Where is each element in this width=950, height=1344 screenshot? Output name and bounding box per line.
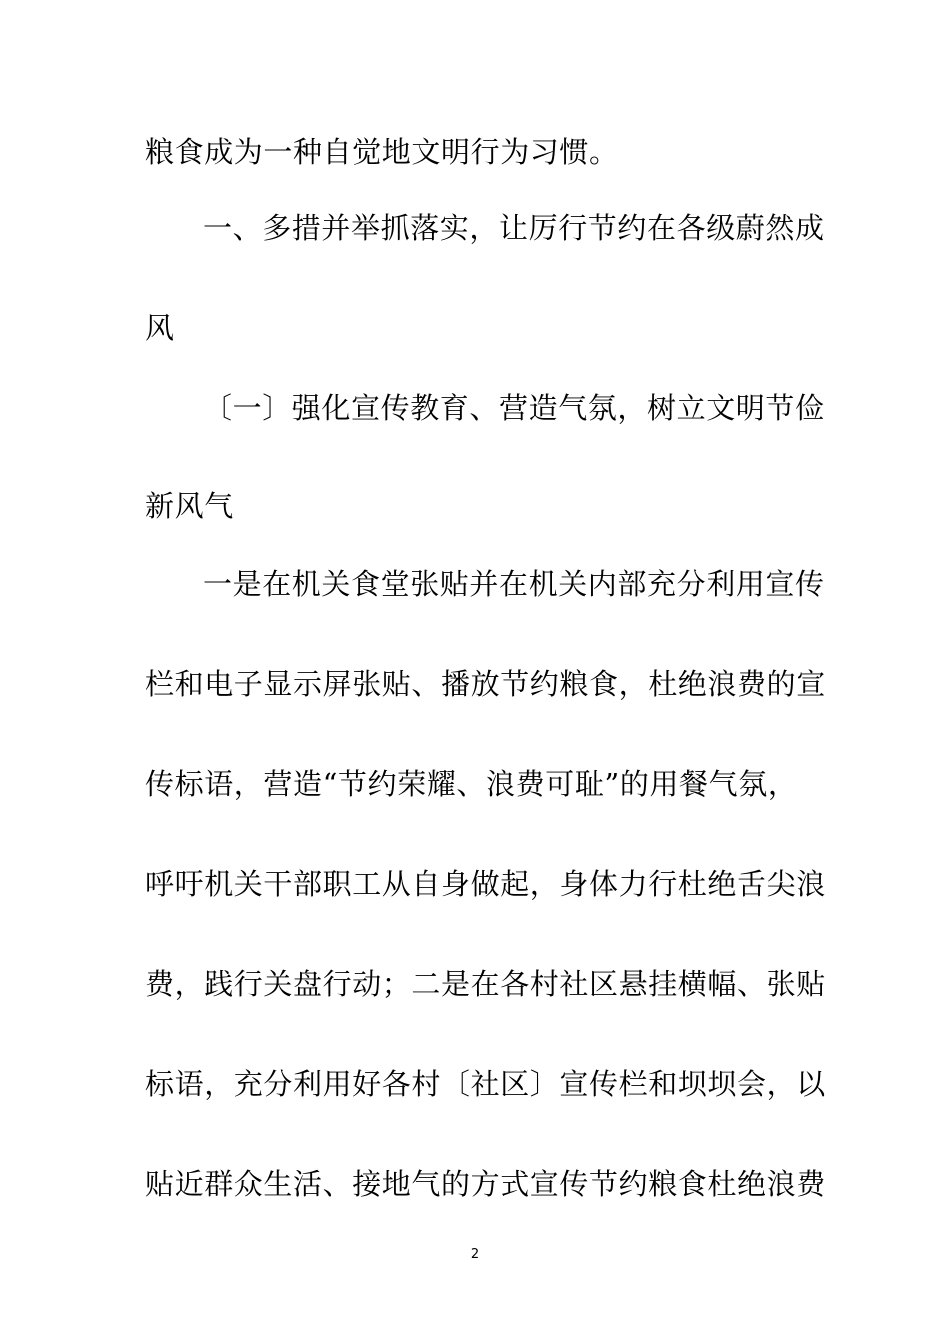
text-line-1: 粮食成为一种自觉地文明行为习惯。 [145,135,619,169]
section-heading-1: 一、多措并举抓落实，让厉行节约在各级蔚然成 [203,211,825,245]
paragraph-line-1: 一是在机关食堂张贴并在机关内部充分利用宣传 [203,567,825,601]
page-number: 2 [470,1247,480,1262]
paragraph-line-6: 标语，充分利用好各村〔社区〕宣传栏和坝坝会，以 [145,1067,826,1101]
paragraph-line-5: 费，践行关盘行动；二是在各村社区悬挂横幅、张贴 [145,967,826,1001]
subsection-heading-1: 〔一〕强化宣传教育、营造气氛，树立文明节俭 [203,391,825,425]
paragraph-line-2: 栏和电子显示屏张贴、播放节约粮食，杜绝浪费的宣 [145,667,826,701]
paragraph-line-7: 贴近群众生活、接地气的方式宣传节约粮食杜绝浪费 [145,1167,826,1201]
section-heading-1-cont: 风 [145,311,175,345]
subsection-heading-1-cont: 新风气 [145,489,234,523]
paragraph-line-3: 传标语，营造“节约荣耀、浪费可耻”的用餐气氛， [145,767,798,801]
paragraph-line-4: 呼吁机关干部职工从自身做起，身体力行杜绝舌尖浪 [145,867,826,901]
